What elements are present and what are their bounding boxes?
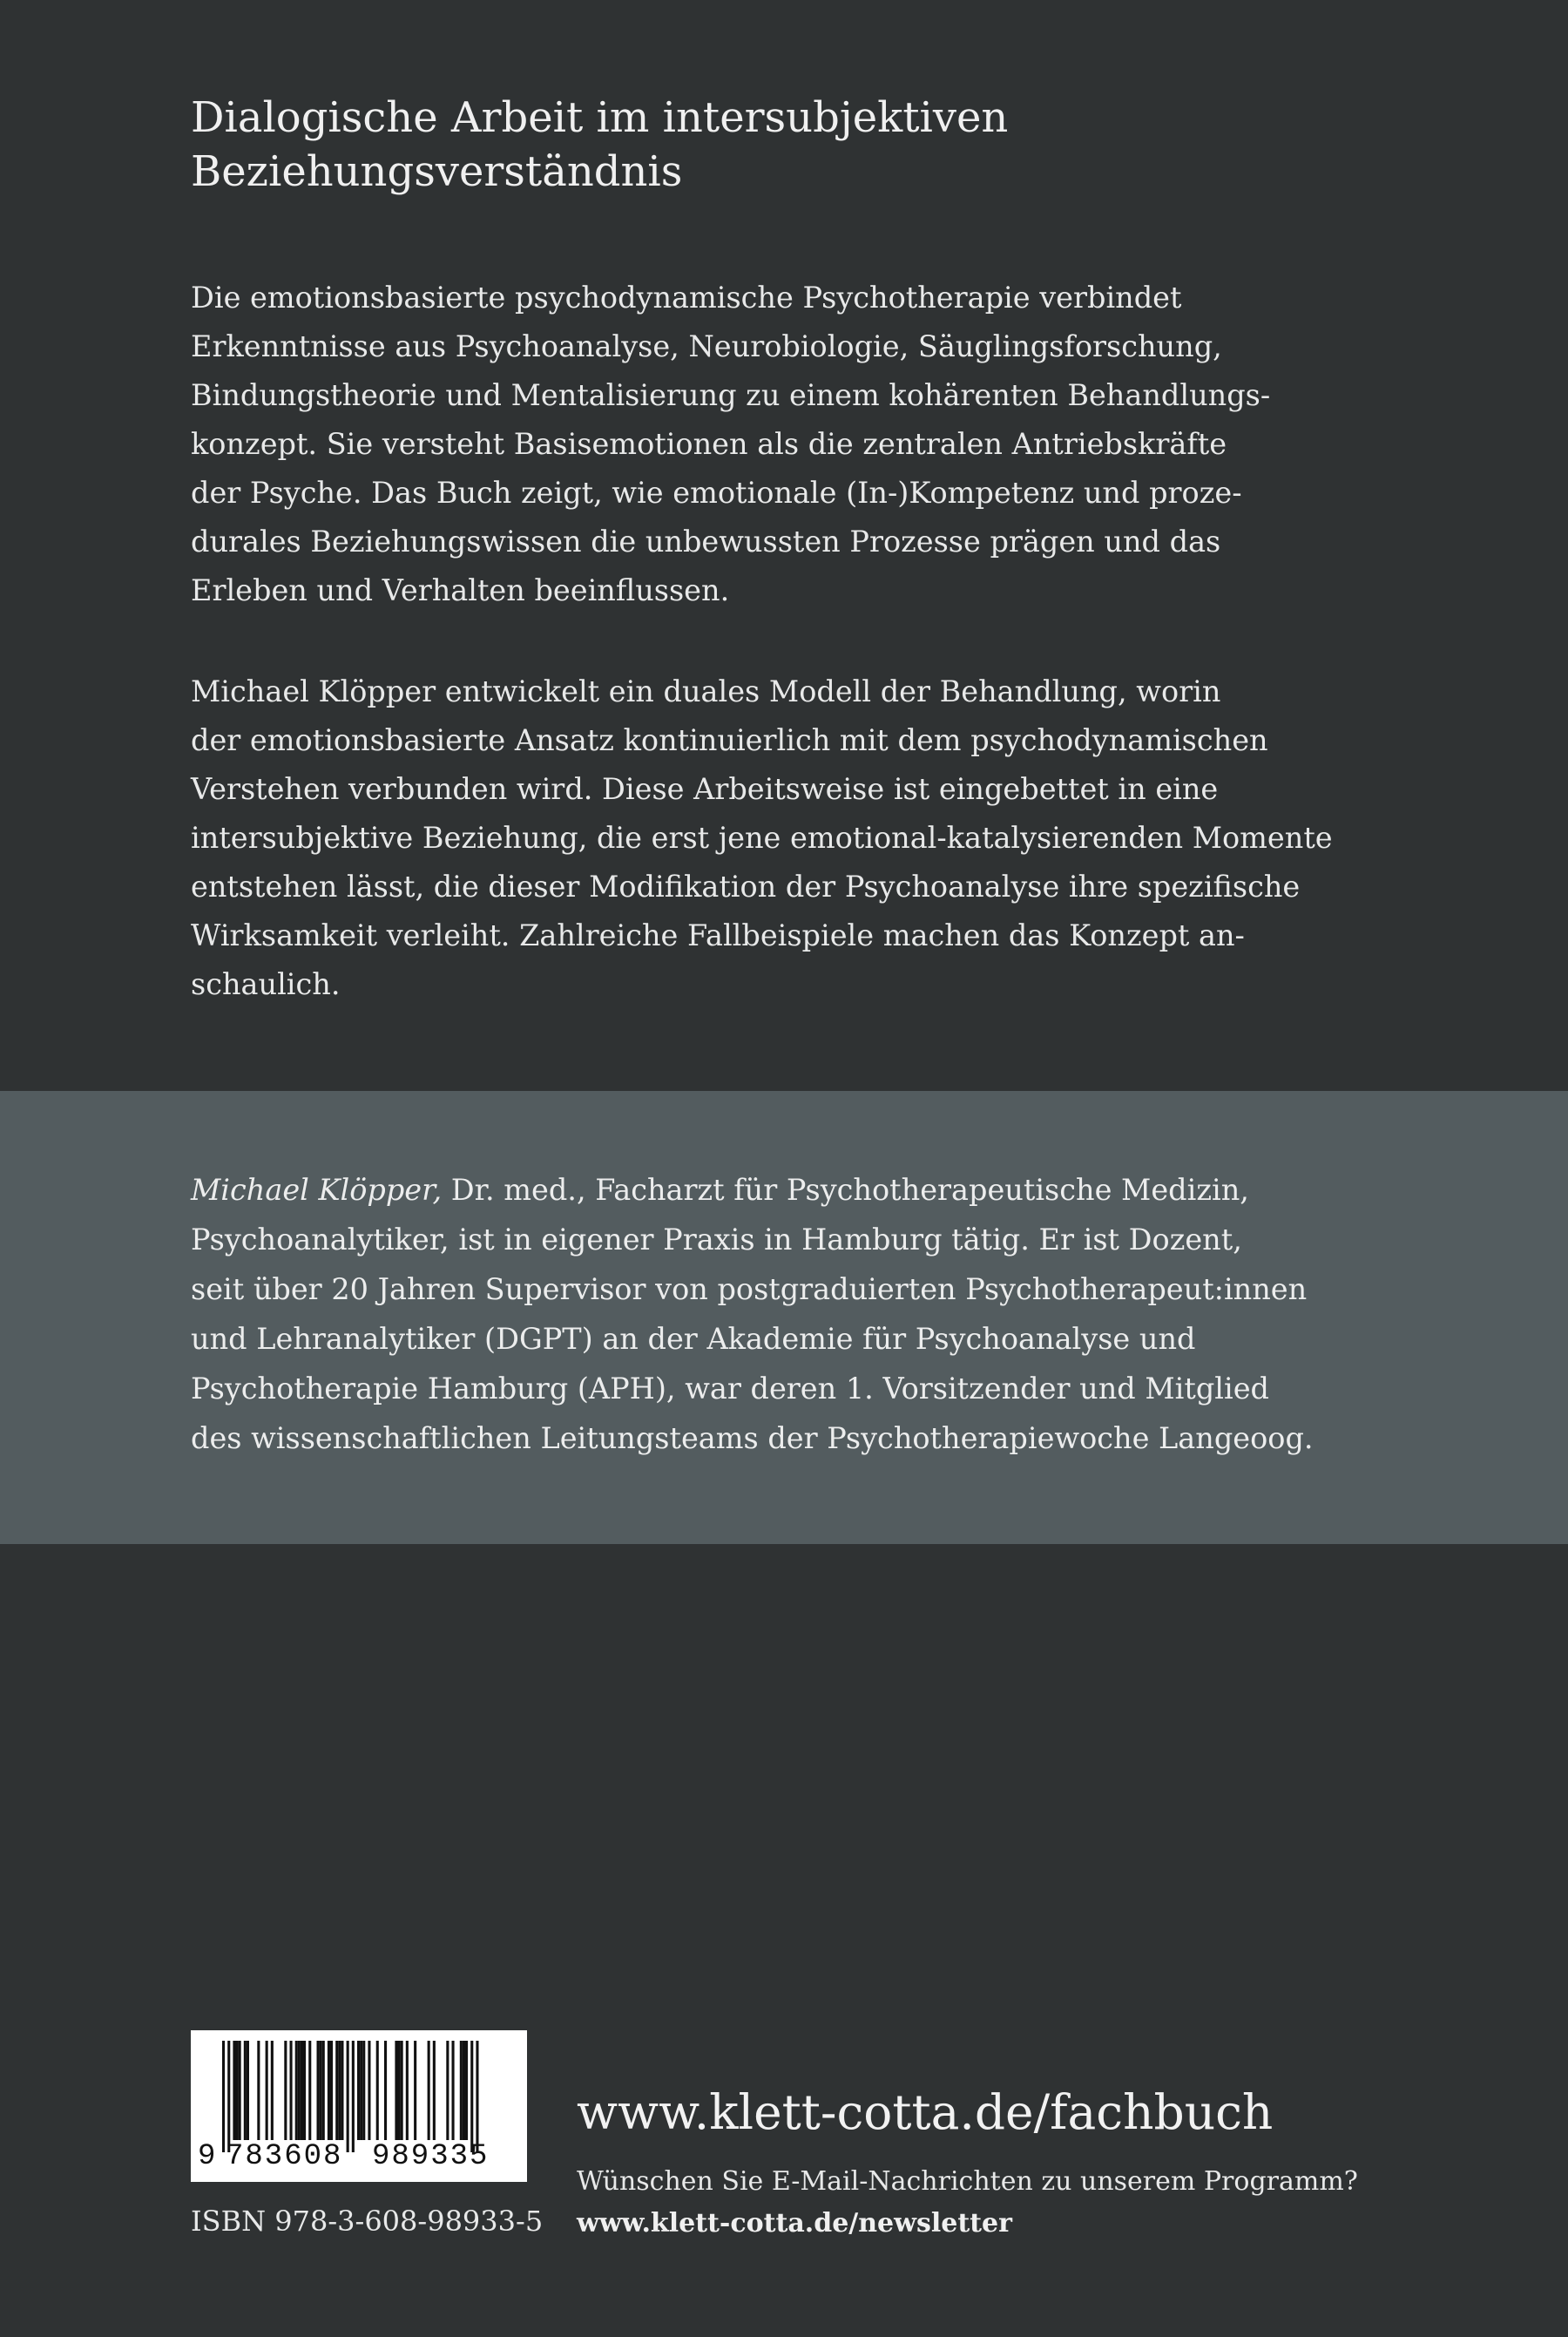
barcode-bar	[266, 2041, 268, 2140]
barcode-bar	[428, 2041, 430, 2140]
barcode-bar	[290, 2041, 293, 2140]
barcode-bar	[384, 2041, 387, 2140]
isbn: ISBN 978-3-608-98933-5	[191, 2205, 544, 2238]
barcode-bar	[233, 2041, 235, 2140]
barcode-bar	[308, 2041, 311, 2140]
barcode-bar	[398, 2041, 401, 2140]
barcode-bar	[463, 2041, 465, 2140]
text-line: Verstehen verbunden wird. Diese Arbeitsweise ist eingebettet in eine	[191, 772, 1219, 806]
text-line: durales Beziehungswissen die unbewussten Prozesse prägen und das	[191, 525, 1221, 559]
barcode-bar	[352, 2041, 355, 2152]
barcode-bar	[317, 2041, 320, 2140]
text-line: Wirksamkeit verleiht. Zahlreiche Fallbeispiele machen das Konzept an-	[191, 918, 1245, 952]
barcode-bar	[303, 2041, 306, 2140]
text-line: der Psyche. Das Buch zeigt, wie emotionale (In-)Kompetenz und proze-	[191, 476, 1242, 510]
barcode-bar	[465, 2041, 468, 2140]
barcode-bar	[247, 2041, 249, 2140]
barcode-bar	[244, 2041, 247, 2140]
barcode-bar	[357, 2041, 360, 2140]
barcode-bar	[470, 2041, 473, 2152]
barcode-bar	[395, 2041, 397, 2140]
barcode-digit-group: 783608	[226, 2140, 343, 2173]
text-line: Die emotionsbasierte psychodynamische Psychotherapie verbindet	[191, 281, 1182, 315]
barcode-bar	[239, 2041, 241, 2140]
barcode-bar	[322, 2041, 325, 2140]
text-line: intersubjektive Beziehung, die erst jene emotional-katalysierenden Momente	[191, 821, 1333, 855]
barcode-bar	[406, 2041, 409, 2140]
barcode-digit-group: 989335	[372, 2140, 490, 2173]
barcode-bar	[271, 2041, 274, 2140]
barcode-bar	[335, 2041, 338, 2140]
barcode-bar	[460, 2041, 463, 2140]
barcode-bar	[257, 2041, 260, 2140]
text-line: Michael Klöpper entwickelt ein duales Modell der Behandlung, worin	[191, 674, 1221, 708]
barcode-bar	[376, 2041, 379, 2140]
barcode-bar	[414, 2041, 416, 2140]
barcode-bar	[222, 2041, 225, 2152]
author-bio	[191, 1165, 1428, 1463]
barcode-bar	[301, 2041, 303, 2140]
blurb-section	[0, 0, 1568, 1091]
barcode-lead-digit: 9	[198, 2140, 217, 2173]
text-line: Psychoanalytiker, ist in eigener Praxis in Hamburg tätig. Er ist Dozent,	[191, 1223, 1242, 1257]
barcode-bar	[295, 2041, 298, 2140]
barcode-bar	[227, 2041, 230, 2152]
barcode-bar	[362, 2041, 365, 2140]
barcode-bar	[476, 2041, 478, 2152]
text-line: des wissenschaftlichen Leitungsteams der Psychotherapiewoche Langeoog.	[191, 1421, 1314, 1455]
barcode	[191, 2030, 527, 2182]
barcode-bar	[433, 2041, 436, 2140]
headline-line: Dialogische Arbeit im intersubjektiven	[191, 93, 1009, 142]
barcode-bar	[401, 2041, 403, 2140]
barcode-bar	[446, 2041, 449, 2140]
author-credentials: Dr. med., Facharzt für Psychotherapeutische Medizin,	[442, 1173, 1249, 1207]
text-line: seit über 20 Jahren Supervisor von postgraduierten Psychotherapeut:innen	[191, 1272, 1308, 1306]
barcode-bar	[341, 2041, 343, 2140]
barcode-bar	[338, 2041, 341, 2140]
barcode-bar	[360, 2041, 362, 2140]
barcode-bar	[330, 2041, 333, 2140]
barcode-bar	[320, 2041, 322, 2140]
text-line: konzept. Sie versteht Basisemotionen als die zentralen Antriebskräfte	[191, 427, 1227, 461]
text-line: Psychotherapie Hamburg (APH), war deren 1. Vorsitzender und Mitglied	[191, 1372, 1269, 1406]
barcode-bar	[284, 2041, 287, 2140]
text-line: Erkenntnisse aus Psychoanalyse, Neurobiologie, Säuglingsforschung,	[191, 329, 1222, 363]
text-line: Bindungstheorie und Mentalisierung zu einem kohärenten Behandlungs-	[191, 378, 1271, 412]
barcode-bar	[328, 2041, 330, 2140]
headline-line: Beziehungsverständnis	[191, 147, 683, 196]
text-line: Erleben und Verhalten beeinflussen.	[191, 573, 730, 607]
headline	[191, 91, 1393, 199]
text-line: schaulich.	[191, 967, 341, 1001]
barcode-bar	[298, 2041, 301, 2140]
text-line: und Lehranalytiker (DGPT) an der Akademie für Psychoanalyse und	[191, 1322, 1196, 1356]
author-name: Michael Klöpper,	[191, 1173, 443, 1207]
newsletter-link[interactable]: www.klett-cotta.de/newsletter	[577, 2208, 1012, 2239]
barcode-bar	[452, 2041, 455, 2140]
text-line: der emotionsbasierte Ansatz kontinuierlich mit dem psychodynamischen	[191, 723, 1268, 757]
publisher-website[interactable]: www.klett-cotta.de/fachbuch	[577, 2084, 1274, 2140]
newsletter-question: Wünschen Sie E-Mail-Nachrichten zu unserem Programm?	[577, 2166, 1358, 2197]
text-line	[191, 1165, 1428, 1215]
barcode-bar	[236, 2041, 239, 2140]
blurb-paragraph-1	[191, 274, 1410, 615]
text-line: entstehen lässt, die dieser Modifikation der Psychoanalyse ihre spezifische	[191, 870, 1301, 904]
blurb-paragraph-2	[191, 667, 1410, 1009]
barcode-bar	[347, 2041, 349, 2152]
barcode-bar	[368, 2041, 370, 2140]
